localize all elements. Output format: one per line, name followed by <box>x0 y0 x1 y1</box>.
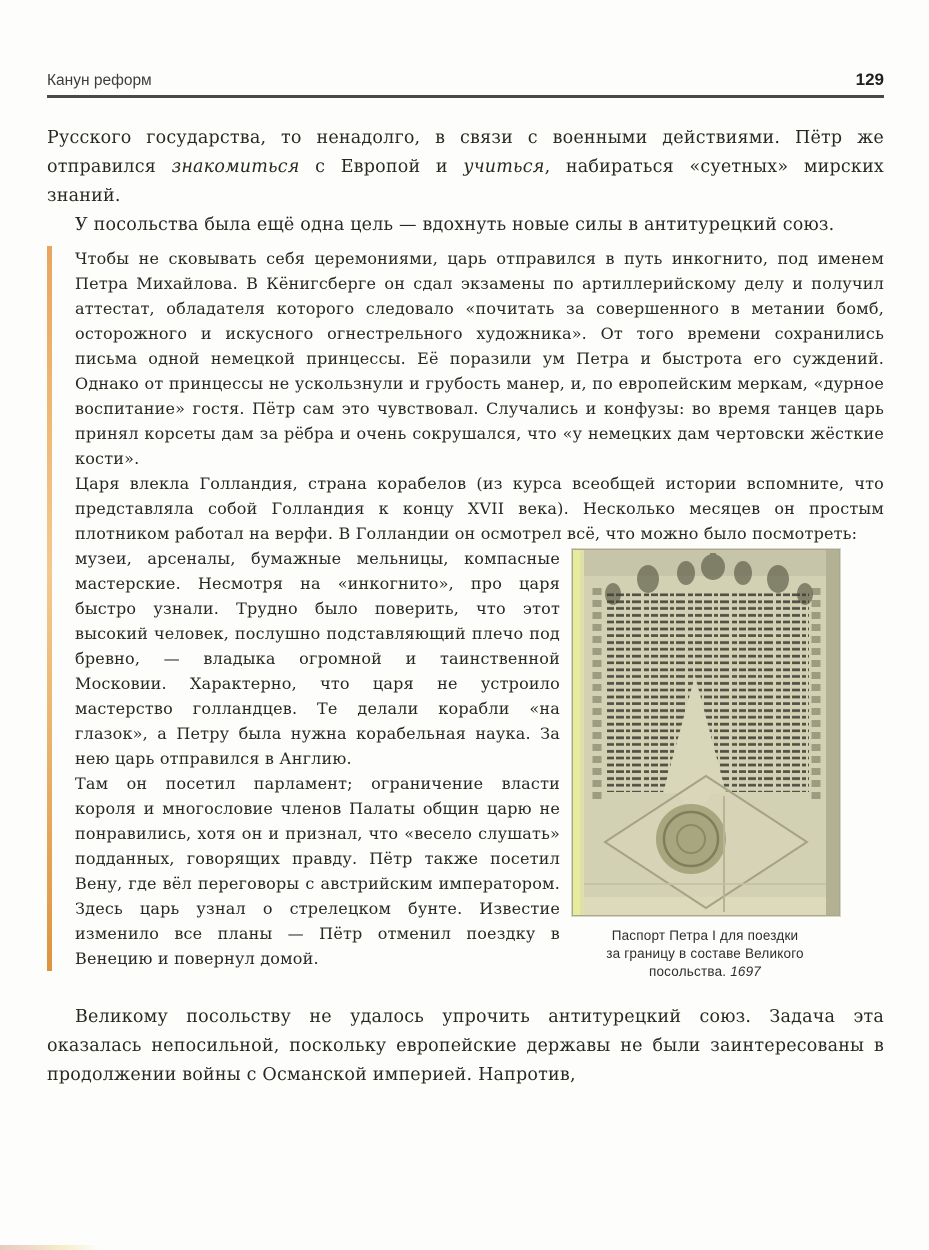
page-header <box>47 70 884 90</box>
caption-year: 1697 <box>730 963 762 979</box>
text-run: музеи, арсеналы, бумажные мельницы, компасные мастерские. Несмотря на «инкогнито», про царя быстро узнали. Трудно было поверить, что этот высокий человек, послушно подставляющий плечо под бревно, — владыка огромной и таинственной Московии. Характерно, что царя не устроило мастерство голландцев. Те делали корабли «на глазок», а Петру была нужна корабельная наука. За нею царь отправился в Англию. <box>75 548 560 768</box>
passport-photo <box>572 549 840 916</box>
paragraph-intro-2: У посольства была ещё одна цель — вдохнуть новые силы в антитурецкий союз. <box>75 214 835 235</box>
main-text <box>47 124 884 240</box>
running-title: Канун реформ <box>47 72 152 89</box>
text-run: с Европой и <box>299 156 464 177</box>
text-run: Русского государства, то ненадолго, в связи с военными действиями. Пётр же отправился <box>47 127 884 177</box>
page-edge-artifact <box>0 1245 100 1250</box>
italic-term: учиться <box>463 156 545 177</box>
inset-paragraph-1: Чтобы не сковывать себя церемониями, царь отправился в путь инкогнито, под именем Петра Михайлова. В Кёнигсберге он сдал экзамены по артиллерийскому делу и получил аттестат, обладателя которого следовало «почитать за совершенного в метании бомб, осторожного и искусного огнестрельного художника». От того времени сохранились письма одной немецкой принцессы. Её поразили ум Петра и быстрота его суждений. Однако от принцессы не ускользнули и грубость манер, и, по европейским меркам, «дурное воспитание» гостя. Пётр сам это чувствовал. Случались и конфузы: во время танцев царь принял корсеты дам за рёбра и очень сокрушался, что «у немецких дам чертовски жёсткие кости». <box>75 248 884 468</box>
header-rule <box>47 95 884 98</box>
text-run: , набираться «суетных» мирских знаний. <box>47 156 885 206</box>
passport-document-image <box>573 550 839 915</box>
wax-seal <box>656 804 726 874</box>
paragraph-intro-1 <box>47 124 884 211</box>
paragraph-outro: Великому посольству не удалось упрочить антитурецкий союз. Задача эта оказалась непосильной, поскольку европейские державы не были заинтересованы в продолжении войны с Османской империей. Напротив, <box>47 1006 884 1085</box>
inset-paragraph-2: Царя влекла Голландия, страна корабелов (из курса всеобщей истории вспомните, что представляла собой Голландия к концу XVII века). Несколько месяцев он простым плотником работал на верфи. В Голландии он осмотрел всё, что можно было посмотреть: <box>75 473 884 543</box>
caption-line: за границу в составе Великого <box>606 945 804 961</box>
caption-line: Паспорт Петра I для поездки <box>611 927 799 943</box>
page-number: 129 <box>855 70 884 89</box>
caption-text: посольства. <box>648 963 727 979</box>
inset-paragraph-3: Там он посетил парламент; ограничение власти короля и многословие членов Палаты общин царю не понравились, хотя он и признал, что «весело слушать» подданных, говорящих правду. Пётр также посетил Вену, где вёл переговоры с австрийским императором. Здесь царь узнал о стрелецком бунте. Известие изменило все планы — Пётр отменил поездку в Венецию и повернул домой. <box>75 773 560 968</box>
inset-sidebar <box>47 246 884 979</box>
italic-term: знакомиться <box>171 156 300 177</box>
figure-passport <box>560 549 884 981</box>
caption-line <box>572 963 838 981</box>
figure-caption <box>572 927 838 981</box>
